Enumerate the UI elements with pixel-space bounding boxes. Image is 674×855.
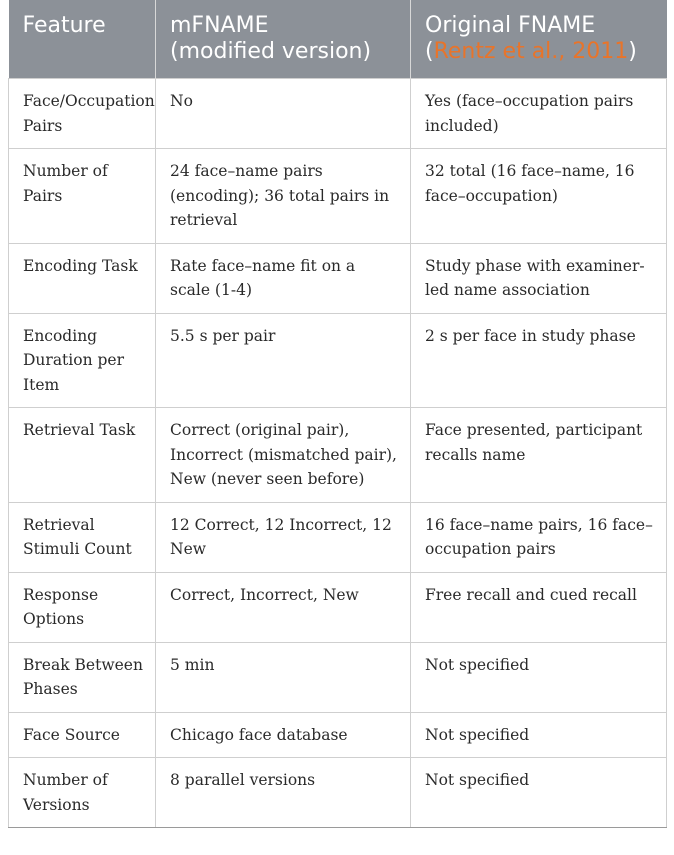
cell-original: Not specified: [411, 712, 667, 758]
table-row: [9, 758, 667, 828]
cell-original: Not specified: [411, 758, 667, 828]
header-mfname-line1: mFNAME: [170, 13, 269, 38]
header-feature: [9, 0, 156, 79]
header-original-close-paren: ): [628, 39, 637, 64]
comparison-table: [8, 0, 667, 828]
cell-original: Study phase with examiner-led name association: [411, 243, 667, 313]
header-mfname: [156, 0, 411, 79]
cell-original: 32 total (16 face–name, 16 face–occupation): [411, 149, 667, 244]
table-row: [9, 149, 667, 244]
cell-feature: Retrieval Task: [9, 408, 156, 503]
cell-mfname: No: [156, 79, 411, 149]
cell-original: Yes (face–occupation pairs included): [411, 79, 667, 149]
cell-original: 16 face–name pairs, 16 face–occupation pairs: [411, 502, 667, 572]
cell-feature: Face/Occupation Pairs: [9, 79, 156, 149]
header-original-open-paren: (: [425, 39, 434, 64]
cell-original: Free recall and cued recall: [411, 572, 667, 642]
table-row: [9, 712, 667, 758]
cell-mfname: 24 face–name pairs (encoding); 36 total pairs in retrieval: [156, 149, 411, 244]
table-row: [9, 572, 667, 642]
cell-feature: Encoding Task: [9, 243, 156, 313]
cell-feature: Number of Versions: [9, 758, 156, 828]
cell-mfname: Rate face–name fit on a scale (1-4): [156, 243, 411, 313]
table-row: [9, 79, 667, 149]
cell-feature: Response Options: [9, 572, 156, 642]
cell-mfname: Correct, Incorrect, New: [156, 572, 411, 642]
header-original: [411, 0, 667, 79]
cell-original: Face presented, participant recalls name: [411, 408, 667, 503]
cell-original: Not specified: [411, 642, 667, 712]
header-original-line1: Original FNAME: [425, 13, 596, 38]
cell-original: 2 s per face in study phase: [411, 313, 667, 408]
cell-feature: Encoding Duration per Item: [9, 313, 156, 408]
comparison-table-container: [8, 0, 666, 828]
table-row: [9, 642, 667, 712]
table-row: [9, 243, 667, 313]
cell-mfname: Chicago face database: [156, 712, 411, 758]
cell-feature: Retrieval Stimuli Count: [9, 502, 156, 572]
cell-mfname: 5 min: [156, 642, 411, 712]
table-row: [9, 502, 667, 572]
cell-mfname: 8 parallel versions: [156, 758, 411, 828]
cell-feature: Face Source: [9, 712, 156, 758]
table-row: [9, 313, 667, 408]
cell-mfname: 5.5 s per pair: [156, 313, 411, 408]
table-header: [9, 0, 667, 79]
header-feature-label: Feature: [22, 13, 106, 38]
reference-link[interactable]: Rentz et al., 2011: [433, 39, 629, 64]
cell-mfname: Correct (original pair), Incorrect (mismatched pair), New (never seen before): [156, 408, 411, 503]
header-row: [9, 0, 667, 79]
table-body: [9, 79, 667, 828]
table-row: [9, 408, 667, 503]
header-mfname-line2: (modified version): [170, 39, 372, 64]
cell-feature: Break Between Phases: [9, 642, 156, 712]
cell-mfname: 12 Correct, 12 Incorrect, 12 New: [156, 502, 411, 572]
cell-feature: Number of Pairs: [9, 149, 156, 244]
